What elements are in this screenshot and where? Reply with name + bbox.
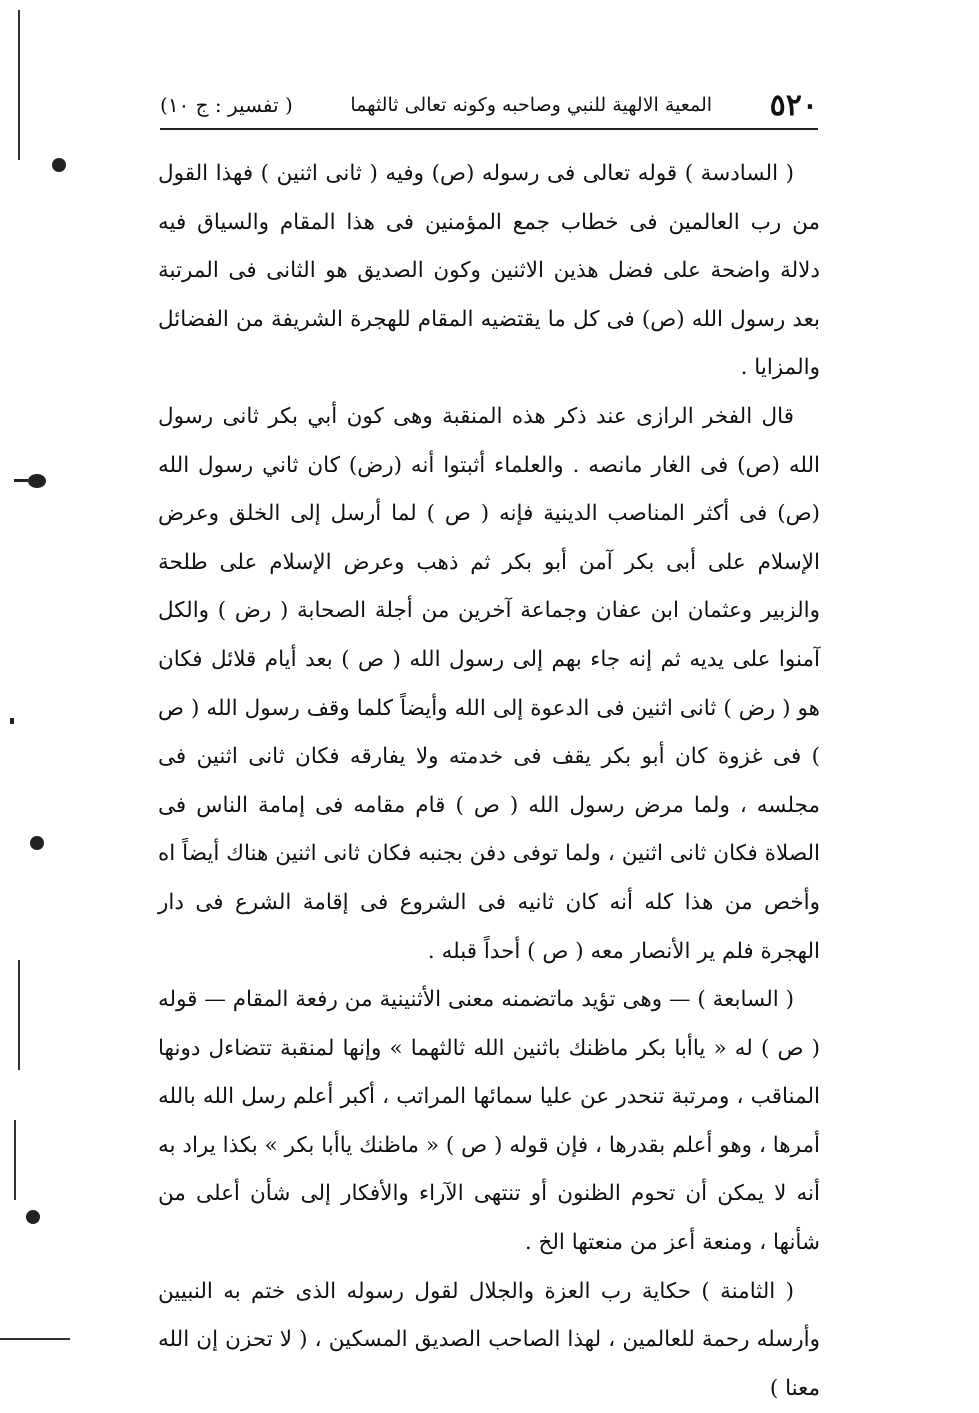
- binder-hole-mark: [52, 158, 66, 172]
- scan-edge-line: [14, 1120, 16, 1200]
- page-header: [160, 82, 818, 130]
- paragraph-seventh: ( السابعة ) — وهى تؤيد ماتضمنه معنى الأثنينية من رفعة المقام — قوله ( ص ) له « ياأبا بكر ماظنك باثنين الله ثالثهما » وإنها لمنقبة تتضاءل دونها المناقب ، ومرتبة تنحدر عن عليا سمائها المراتب ، أكبر أعلم رسل الله بالله أمرها ، وهو أعلم بقدرها ، فإن قوله ( ص ) « ماظنك ياأبا بكر » بكذا يراد به أنه لا يمكن أن تحوم الظنون أو تنتهى الآراء والأفكار إلى شأن أعلى من شأنها ، ومنعة أعز من منعتها الخ .: [158, 987, 820, 1256]
- running-title: المعية الالهية للنبي وصاحبه وكونه تعالى ثالثهما: [350, 94, 713, 116]
- scan-edge-line: [18, 960, 20, 1070]
- body-text: [158, 150, 820, 1413]
- scan-speck: [10, 718, 14, 724]
- scan-edge-line: [18, 10, 20, 160]
- paragraph-eighth: ( الثامنة ) حكاية رب العزة والجلال لقول رسوله الذى ختم به النبيين وأرسله رحمة للعالمين ، لهذا الصاحب الصديق المسكين ، ( لا تحزن إن الله معنا ): [158, 1278, 820, 1401]
- binder-hole-mark: [26, 1210, 40, 1224]
- paragraph-razi-quote: قال الفخر الرازى عند ذكر هذه المنقبة وهى كون أبي بكر ثانى رسول الله (ص) فى الغار مانصه . والعلماء أثبتوا أنه (رض) كان ثاني رسول الله (ص) فى أكثر المناصب الدينية فإنه ( ص ) لما أرسل إلى الخلق وعرض الإسلام على أبى بكر آمن أبو بكر ثم ذهب وعرض الإسلام على طلحة والزبير وعثمان ابن عفان وجماعة آخرين من أجلة الصحابة ( رض ) والكل آمنوا على يديه ثم إنه جاء بهم إلى رسول الله ( ص ) بعد أيام قلائل فكان هو ( رض ) ثانى اثنين فى الدعوة إلى الله وأيضاً كلما وقف رسول الله ( ص ) فى غزوة كان أبو بكر يقف فى خدمته ولا يفارقه فكان ثانى اثنين فى مجلسه ، ولما مرض رسول الله ( ص ) قام مقامه فى إمامة الناس فى الصلاة فكان ثانى اثنين ، ولما توفى دفن بجنبه فكان ثانى اثنين هناك أيضاً اه وأخص من هذا كله أنه كان ثانيه فى الشروع فى إقامة الشرع فى دار الهجرة فلم ير الأنصار معه ( ص ) أحداً قبله .: [158, 403, 820, 964]
- paragraph-sixth: ( السادسة ) قوله تعالى فى رسوله (ص) وفيه ( ثانى اثنين ) فهذا القول من رب العالمين فى خطاب جمع المؤمنين فى هذا المقام والسياق فيه دلالة واضحة على فضل هذين الاثنين وكون الصديق هو الثانى فى المرتبة بعد رسول الله (ص) فى كل ما يقتضيه المقام للهجرة الشريفة من الفضائل والمزايا .: [158, 161, 820, 381]
- page-number: ٥٢٠: [769, 87, 818, 123]
- binder-hole-mark: [30, 836, 44, 850]
- volume-reference: ( تفسير : ج ١٠): [160, 93, 293, 117]
- scan-edge-line: [0, 1338, 70, 1340]
- binder-hole-mark: [28, 474, 46, 488]
- binder-hole-tick: [14, 479, 28, 482]
